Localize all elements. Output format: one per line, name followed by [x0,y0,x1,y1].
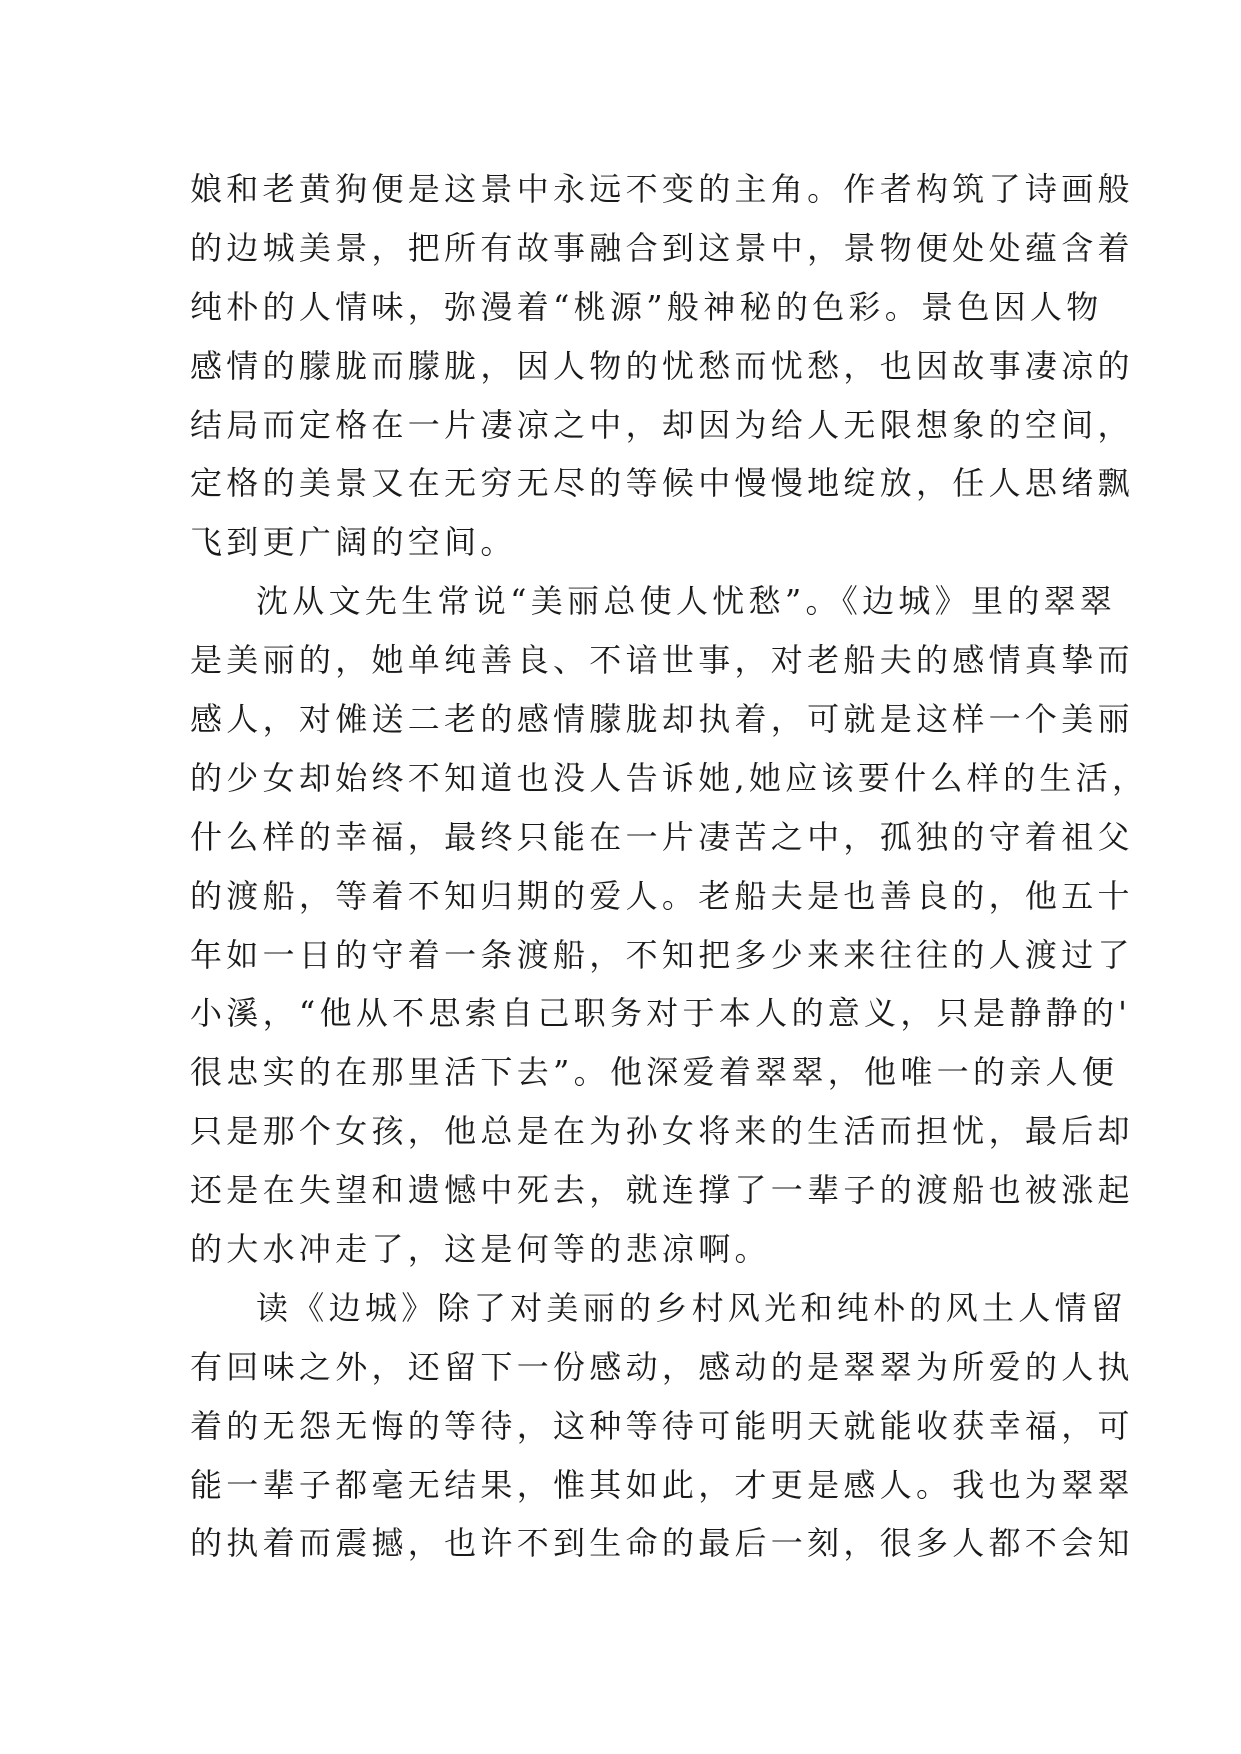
text-line: 有回味之外，还留下一份感动，感动的是翠翠为所爱的人执 [190,1347,1134,1386]
text-line: 娘和老黄狗便是这景中永远不变的主角。作者构筑了诗画般 [190,170,1134,208]
body-text [190,160,1149,1573]
text-line: 的渡船，等着不知归期的爱人。老船夫是也善良的，他五十 [190,876,1134,915]
paragraph-first-line: 读《边城》除了对美丽的乡村风光和纯朴的风土人情留 [256,1288,1128,1327]
text-line: 还是在失望和遗憾中死去，就连撑了一辈子的渡船也被涨起 [190,1171,1134,1210]
text-line: 很忠实的在那里活下去”。他深爱着翠翠，他唯一的亲人便 [190,1053,1119,1092]
text-line: 能一辈子都毫无结果，惟其如此，才更是感人。我也为翠翠 [190,1465,1134,1504]
text-line: 的执着而震撼，也许不到生命的最后一刻，很多人都不会知 [190,1524,1134,1563]
text-line: 纯朴的人情味，弥漫着“桃源”般神秘的色彩。景色因人物 [190,287,1103,326]
paragraph-first-line: 沈从文先生常说“美丽总使人忧愁”。《边城》里的翠翠 [256,582,1117,621]
text-line: 的边城美景，把所有故事融合到这景中，景物便处处蕴含着 [190,228,1134,267]
text-line: 年如一日的守着一条渡船，不知把多少来来往往的人渡过了 [190,935,1134,974]
text-line: 是美丽的，她单纯善良、不谙世事，对老船夫的感情真挚而 [190,641,1134,680]
text-line: 结局而定格在一片凄凉之中，却因为给人无限想象的空间， [190,405,1134,444]
text-line: 定格的美景又在无穷无尽的等候中慢慢地绽放，任人思绪飘 [190,464,1134,503]
text-line: 只是那个女孩，他总是在为孙女将来的生活而担忧，最后却 [190,1112,1134,1151]
text-line: 着的无怨无悔的等待，这种等待可能明天就能收获幸福，可 [190,1406,1134,1445]
text-line: 的少女却始终不知道也没人告诉她,她应该要什么样的生活， [190,758,1149,797]
text-line: 感情的朦胧而朦胧，因人物的忧愁而忧愁，也因故事凄凉的 [190,346,1134,385]
text-line: 小溪，“他从不思索自己职务对于本人的意义，只是静静的' [190,994,1132,1033]
text-line: 感人，对傩送二老的感情朦胧却执着，可就是这样一个美丽 [190,700,1134,739]
text-line: 什么样的幸福，最终只能在一片凄苦之中，孤独的守着祖父 [190,817,1134,856]
text-line: 飞到更广阔的空间。 [190,523,517,562]
text-line: 的大水冲走了，这是何等的悲凉啊。 [190,1230,771,1269]
